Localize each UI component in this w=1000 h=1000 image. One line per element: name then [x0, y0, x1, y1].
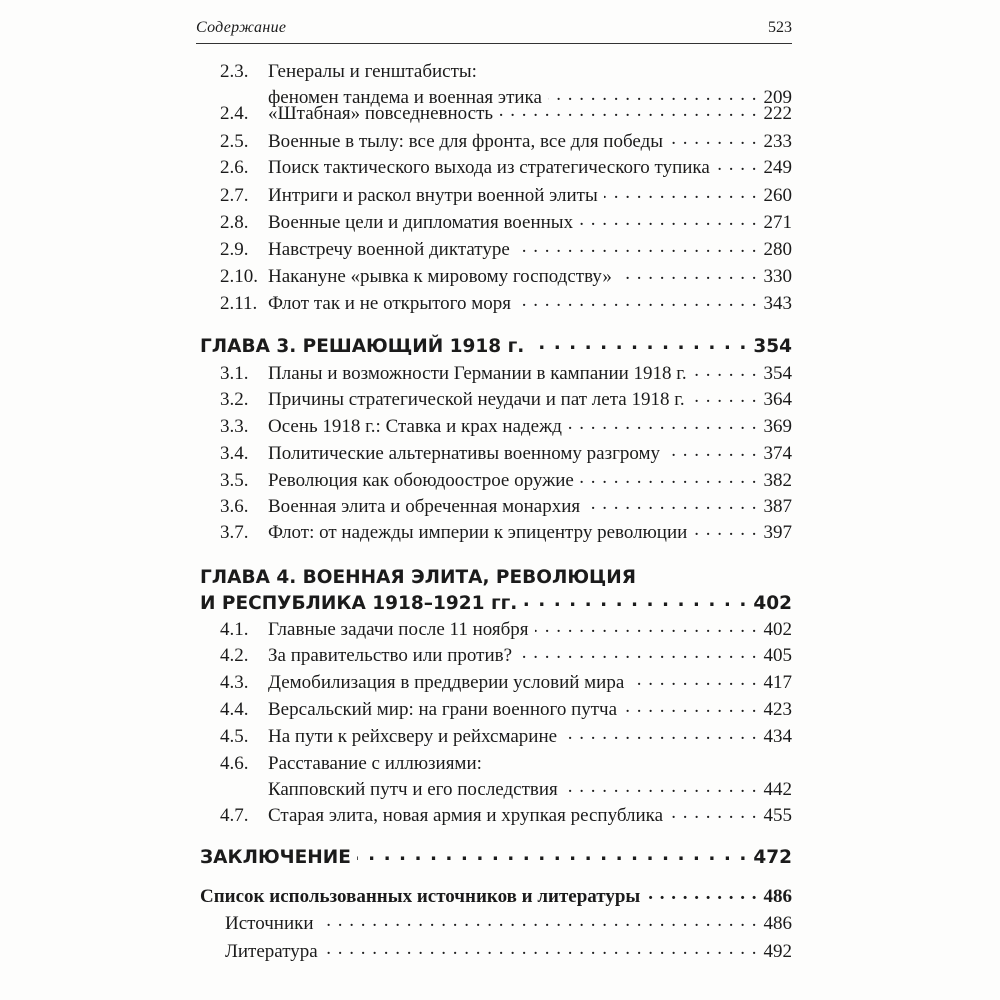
- toc-entry-number: 2.5.: [220, 131, 249, 152]
- toc-entry-title: «Штабная» повседневность: [268, 103, 494, 124]
- toc-entry-title: Политические альтернативы военному разгрому: [268, 443, 661, 464]
- toc-entry-title: Флот так и не открытого моря: [268, 293, 512, 314]
- toc-entry-page: 354: [763, 363, 792, 384]
- toc-entry-page: 486: [763, 913, 792, 934]
- dot-leader: [669, 129, 757, 147]
- dot-leader: [530, 334, 747, 352]
- dot-leader: [618, 264, 758, 282]
- toc-entry-4-2[interactable]: [200, 643, 792, 669]
- toc-entry-title: Причины стратегической неудачи и пат лета 1918 г.: [268, 389, 685, 410]
- toc-entry-title: Источники: [225, 913, 314, 934]
- toc-entry-3-2[interactable]: [200, 387, 792, 413]
- toc-entry-title: Революция как обоюдоострое оружие: [268, 470, 574, 491]
- dot-leader: [630, 670, 757, 688]
- toc-entry-first-line: Генералы и генштабисты:: [268, 61, 477, 82]
- toc-entry-number: 2.4.: [220, 103, 249, 124]
- chapter-page: 354: [753, 336, 792, 357]
- dot-leader: [499, 101, 757, 119]
- dot-leader: [563, 724, 757, 742]
- toc-entry-page: 402: [763, 619, 792, 640]
- dot-leader: [666, 441, 757, 459]
- toc-entry-number: 4.2.: [220, 645, 249, 666]
- toc-entry-number: 4.7.: [220, 805, 249, 826]
- toc-entry-title: На пути к рейхсверу и рейхсмарине: [268, 726, 558, 747]
- dot-leader: [693, 361, 758, 379]
- toc-entry-3-4[interactable]: [200, 441, 792, 467]
- toc-entry-title: Осень 1918 г.: Ставка и крах надежд: [268, 416, 562, 437]
- dot-leader: [564, 777, 758, 795]
- toc-entry-3-6[interactable]: [200, 494, 792, 520]
- toc-entry-4-3[interactable]: [200, 670, 792, 696]
- toc-entry-number: 4.1.: [220, 619, 249, 640]
- running-header-title: Содержание: [196, 19, 287, 36]
- toc-entry-3-3[interactable]: [200, 414, 792, 440]
- toc-entry-page: 455: [763, 805, 792, 826]
- toc-entry-3-1[interactable]: [200, 361, 792, 387]
- dot-leader: [518, 643, 757, 661]
- toc-entry-page: 492: [763, 941, 792, 962]
- toc-entry-title: Демобилизация в преддверии условий мира: [268, 672, 625, 693]
- page-number: 523: [768, 19, 792, 36]
- chapter-title: ГЛАВА 3. РЕШАЮЩИЙ 1918 г.: [200, 336, 525, 357]
- toc-entry-2-4[interactable]: [200, 101, 792, 127]
- toc-entry-number: 4.5.: [220, 726, 249, 747]
- toc-entry-title: Версальский мир: на грани военного путча: [268, 699, 618, 720]
- dot-leader: [516, 237, 758, 255]
- toc-entry-page: 387: [763, 496, 792, 517]
- toc-entry-2-6[interactable]: [200, 155, 792, 181]
- toc-entry-title: Флот: от надежды империи к эпицентру революции: [268, 522, 688, 543]
- toc-entry-page: 434: [763, 726, 792, 747]
- toc-entry-2-9[interactable]: [200, 237, 792, 263]
- toc-entry-title: Накануне «рывка к мировому господству»: [268, 266, 612, 287]
- dot-leader: [623, 697, 757, 715]
- toc-entry-2-11[interactable]: [200, 291, 792, 317]
- toc-entry-2-5[interactable]: [200, 129, 792, 155]
- toc-entry-number: 2.10.: [220, 266, 258, 287]
- toc-entry-title: Военные цели и дипломатия военных: [268, 212, 574, 233]
- conclusion-page: 472: [753, 847, 792, 868]
- dot-leader: [580, 468, 758, 486]
- bibliography-page: 486: [763, 886, 792, 907]
- conclusion-title: ЗАКЛЮЧЕНИЕ: [200, 847, 351, 868]
- toc-entry-number: 3.7.: [220, 522, 249, 543]
- toc-entry-number: 2.3.: [220, 61, 249, 82]
- toc-entry-first-line: Расставание с иллюзиями:: [268, 753, 482, 774]
- toc-entry-4-7[interactable]: [200, 803, 792, 829]
- toc-entry-title: Военная элита и обреченная монархия: [268, 496, 581, 517]
- toc-entry-4-4[interactable]: [200, 697, 792, 723]
- toc-entry-title: Литература: [225, 941, 318, 962]
- toc-entry-number: 2.6.: [220, 157, 249, 178]
- toc-entry-title: Поиск тактического выхода из стратегического тупика: [268, 157, 710, 178]
- toc-entry-2-7[interactable]: [200, 183, 792, 209]
- toc-chapter-3[interactable]: [200, 334, 792, 360]
- dot-leader: [523, 591, 747, 609]
- chapter-page: 402: [753, 593, 792, 614]
- toc-entry-4-6[interactable]: [200, 751, 792, 803]
- dot-leader: [357, 845, 748, 863]
- dot-leader: [604, 183, 758, 201]
- toc-entry-page: 369: [763, 416, 792, 437]
- toc-entry-page: 364: [763, 389, 792, 410]
- chapter-title-first-line: ГЛАВА 4. ВОЕННАЯ ЭЛИТА, РЕВОЛЮЦИЯ: [200, 567, 636, 588]
- toc-entry-page: 417: [763, 672, 792, 693]
- toc-entry-title: Военные в тылу: все для фронта, все для победы: [268, 131, 664, 152]
- toc-entry-number: 3.3.: [220, 416, 249, 437]
- dot-leader: [579, 210, 757, 228]
- bibliography-title: Список использованных источников и литературы: [200, 886, 641, 907]
- toc-entry-title: Интриги и раскол внутри военной элиты: [268, 185, 598, 206]
- toc-bibliography-literature[interactable]: [200, 939, 792, 965]
- toc-entry-number: 3.6.: [220, 496, 249, 517]
- toc-entry-number: 2.9.: [220, 239, 249, 260]
- toc-entry-number: 2.11.: [220, 293, 258, 314]
- toc-entry-title: Главные задачи после 11 ноября: [268, 619, 529, 640]
- toc-entry-page: 442: [763, 779, 792, 800]
- toc-entry-title: Навстречу военной диктатуре: [268, 239, 510, 260]
- toc-entry-4-5[interactable]: [200, 724, 792, 750]
- toc-entry-3-5[interactable]: [200, 468, 792, 494]
- dot-leader: [646, 884, 757, 902]
- toc-entry-number: 2.8.: [220, 212, 249, 233]
- toc-entry-page: 397: [763, 522, 792, 543]
- toc-entry-title: За правительство или против?: [268, 645, 513, 666]
- toc-bibliography-sources[interactable]: [200, 911, 792, 937]
- toc-entry-title: феномен тандема и военная этика: [268, 87, 542, 108]
- dot-leader: [517, 291, 757, 309]
- toc-entry-page: 405: [763, 645, 792, 666]
- toc-entry-page: 222: [763, 103, 792, 124]
- chapter-title: И РЕСПУБЛИКА 1918–1921 гг.: [200, 593, 518, 614]
- toc-entry-page: 209: [763, 87, 792, 108]
- toc-entry-title: Старая элита, новая армия и хрупкая республика: [268, 805, 664, 826]
- toc-entry-page: 382: [763, 470, 792, 491]
- dot-leader: [320, 911, 758, 929]
- toc-entry-number: 3.4.: [220, 443, 249, 464]
- dot-leader: [535, 617, 758, 635]
- dot-leader: [716, 155, 758, 173]
- toc-entry-number: 3.5.: [220, 470, 249, 491]
- toc-entry-number: 4.3.: [220, 672, 249, 693]
- dot-leader: [324, 939, 758, 957]
- toc-bibliography[interactable]: [200, 884, 792, 910]
- toc-entry-number: 2.7.: [220, 185, 249, 206]
- toc-entry-page: 280: [763, 239, 792, 260]
- toc-entry-page: 260: [763, 185, 792, 206]
- toc-entry-title: Планы и возможности Германии в кампании 1918 г.: [268, 363, 687, 384]
- toc-entry-2-10[interactable]: [200, 264, 792, 290]
- toc-entry-page: 271: [763, 212, 792, 233]
- dot-leader: [568, 414, 758, 432]
- toc-entry-number: 3.1.: [220, 363, 249, 384]
- toc-chapter-4[interactable]: [200, 565, 792, 617]
- toc-entry-page: 330: [763, 266, 792, 287]
- toc-entry-page: 343: [763, 293, 792, 314]
- toc-entry-2-8[interactable]: [200, 210, 792, 236]
- dot-leader: [586, 494, 757, 512]
- toc-entry-number: 4.6.: [220, 753, 249, 774]
- toc-entry-page: 423: [763, 699, 792, 720]
- dot-leader: [669, 803, 757, 821]
- toc-entry-page: 249: [763, 157, 792, 178]
- toc-entry-3-7[interactable]: [200, 520, 792, 546]
- toc-conclusion[interactable]: [200, 845, 792, 871]
- dot-leader: [693, 520, 757, 538]
- toc-entry-page: 374: [763, 443, 792, 464]
- toc-entry-page: 233: [763, 131, 792, 152]
- toc-entry-number: 3.2.: [220, 389, 249, 410]
- dot-leader: [691, 387, 758, 405]
- toc-entry-number: 4.4.: [220, 699, 249, 720]
- toc-entry-title: Капповский путч и его последствия: [268, 779, 558, 800]
- toc-entry-4-1[interactable]: [200, 617, 792, 643]
